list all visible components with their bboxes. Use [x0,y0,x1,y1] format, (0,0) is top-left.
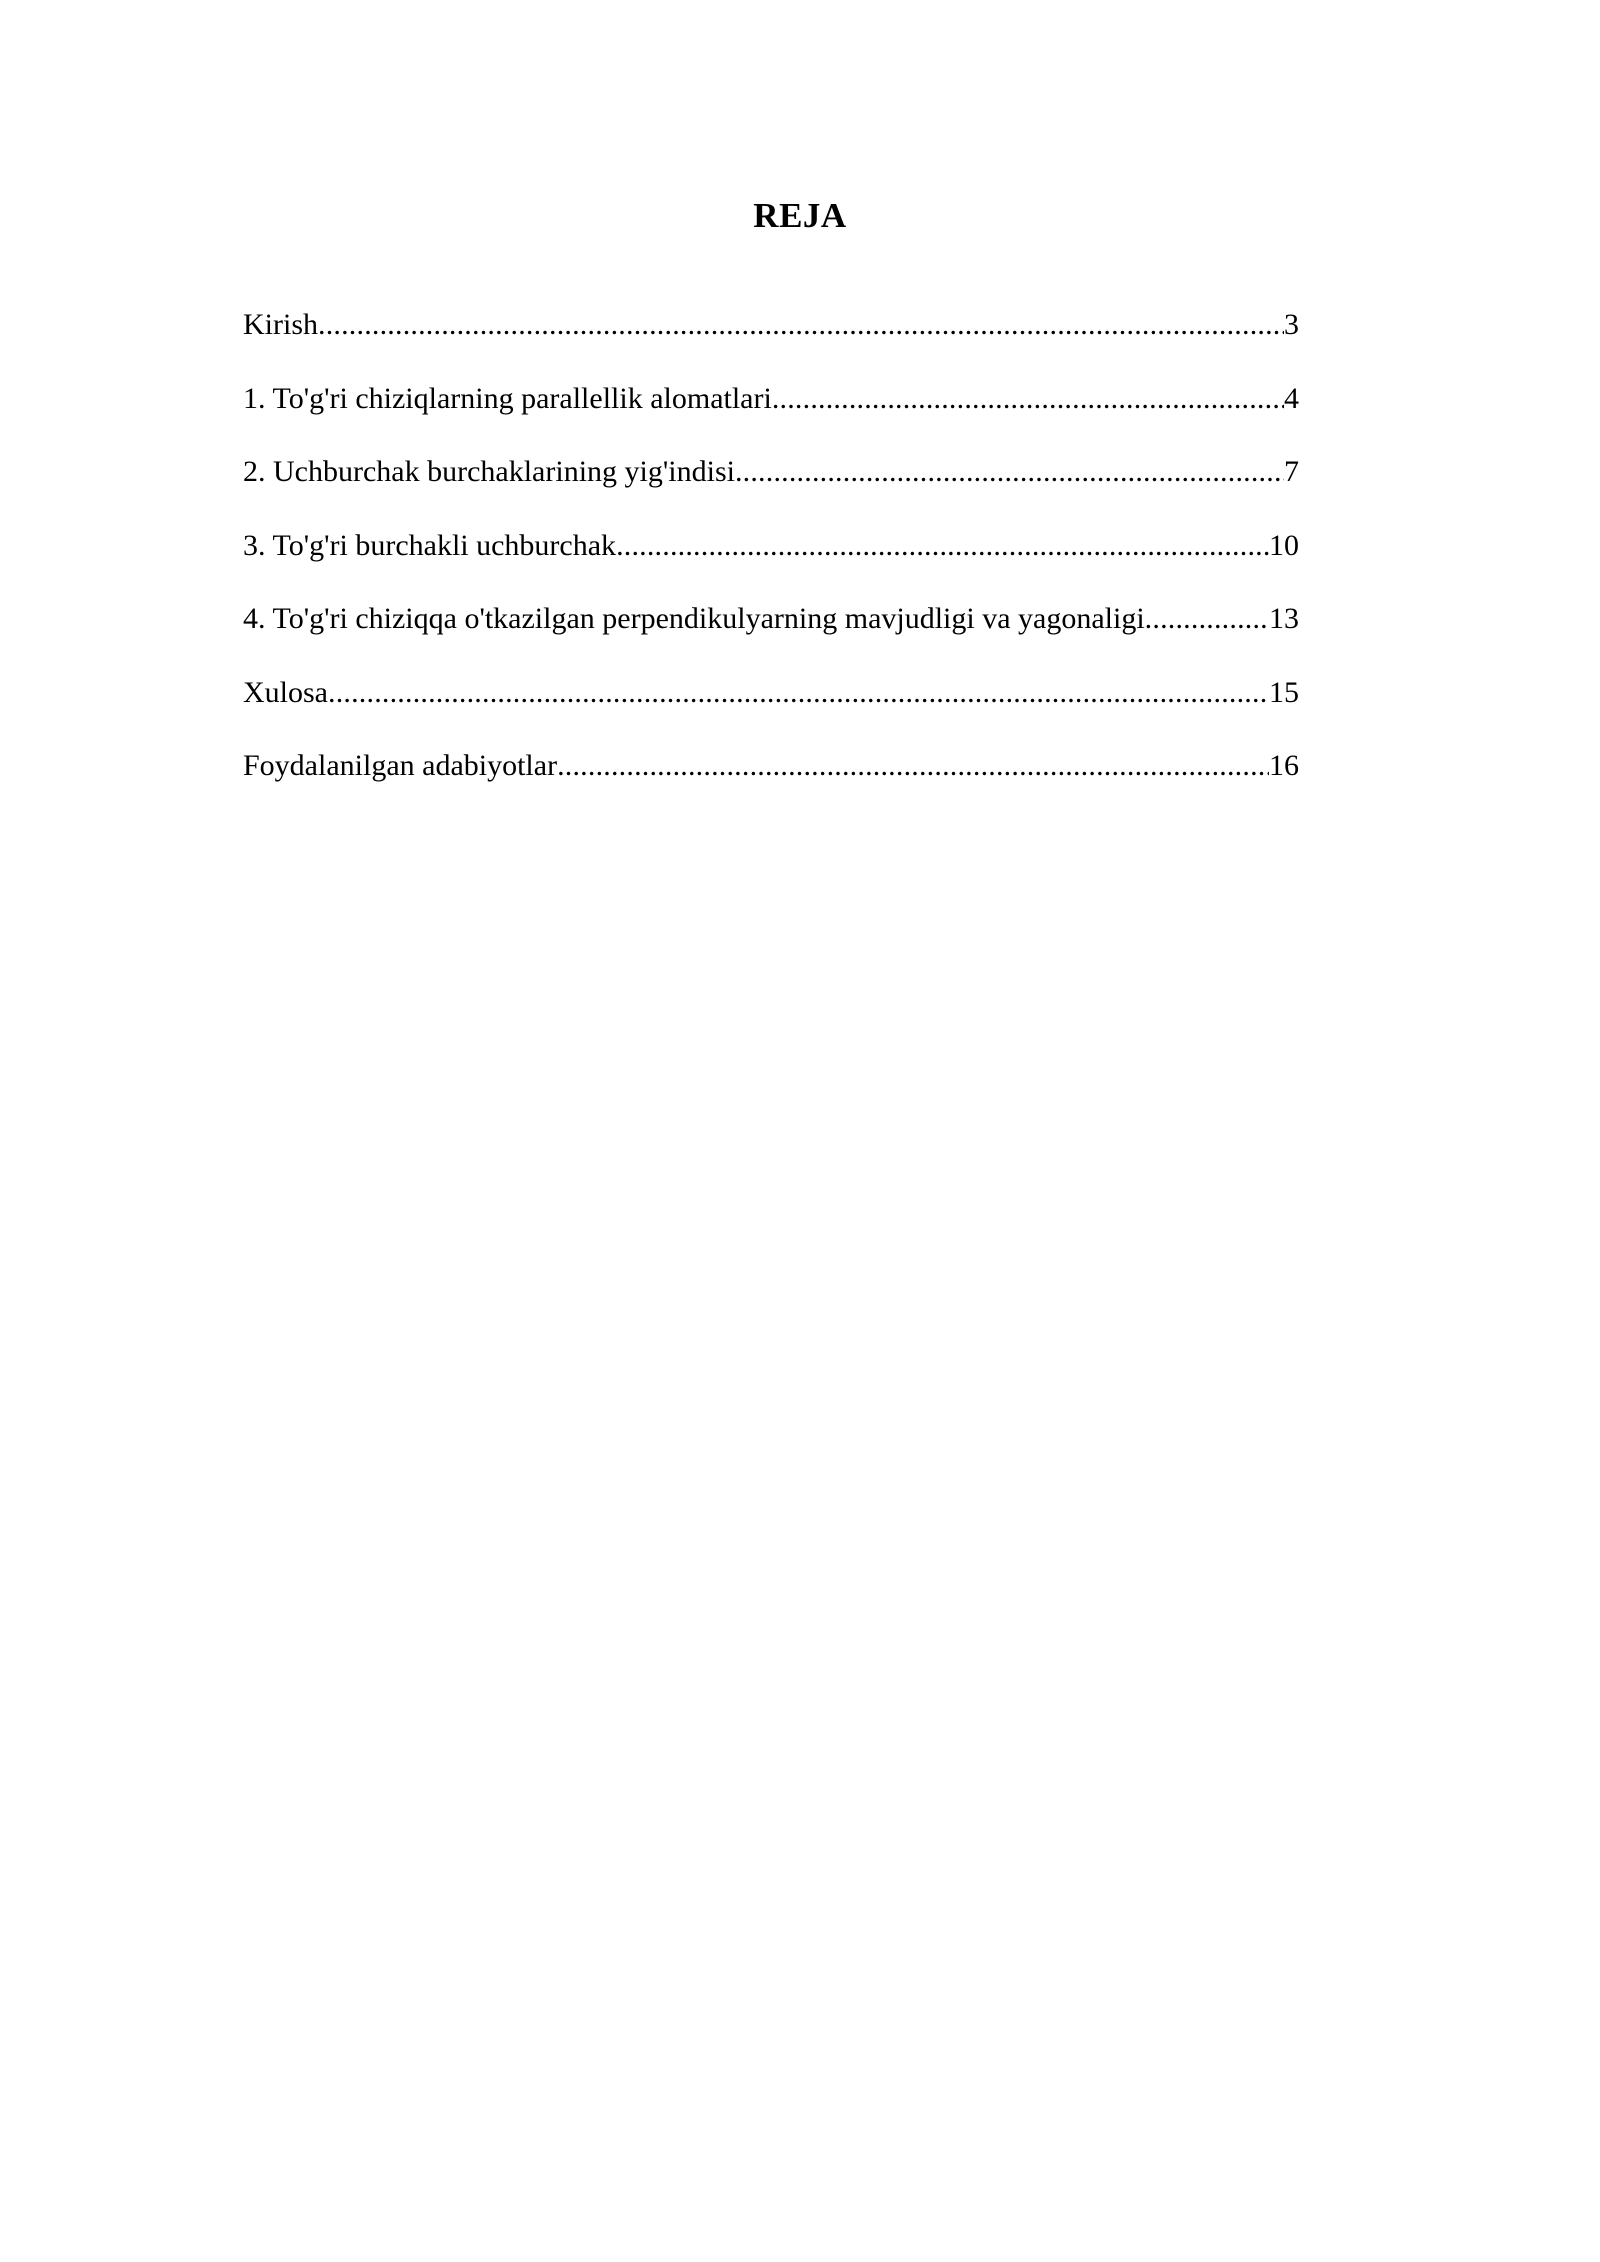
toc-dot-leader [772,377,1284,421]
toc-entry-references [243,744,1299,818]
toc-entry-label: 1. To'g'ri chiziqlarning parallellik alomatlari [243,381,772,415]
toc-page-number: 7 [1284,455,1299,488]
toc-dot-leader [616,524,1269,568]
toc-page-number: 15 [1269,675,1299,709]
toc-entry-label: Foydalanilgan adabiyotlar [243,749,558,782]
toc-dot-leader [735,450,1284,494]
toc-entry-label: Xulosa [243,675,328,709]
toc-dot-leader [328,671,1269,715]
toc-page-number: 13 [1269,602,1299,635]
toc-entry-introduction [243,303,1299,377]
toc-dot-leader [557,744,1269,788]
toc-page-number: 3 [1284,308,1299,341]
toc-entry-label: Kirish [243,308,318,341]
toc-entry-label: 3. To'g'ri burchakli uchburchak [243,528,617,562]
toc-entry-label: 2. Uchburchak burchaklarining yig'indisi [243,455,735,488]
toc-entry-section-1 [243,377,1299,451]
toc-page-number: 16 [1269,749,1299,782]
toc-page-number: 10 [1269,528,1299,562]
toc-entry-label: 4. To'g'ri chiziqqa o'tkazilgan perpendikulyarning mavjudligi va yagonaligi [243,602,1145,635]
toc-dot-leader [318,303,1284,347]
page-title: REJA [753,196,847,235]
toc-entry-conclusion [243,671,1299,745]
toc-entry-section-3 [243,524,1299,598]
toc-entry-section-4 [243,597,1299,671]
toc-entry-section-2 [243,450,1299,524]
toc-page-number: 4 [1284,381,1299,415]
toc-dot-leader [1145,597,1269,641]
table-of-contents [243,303,1299,818]
